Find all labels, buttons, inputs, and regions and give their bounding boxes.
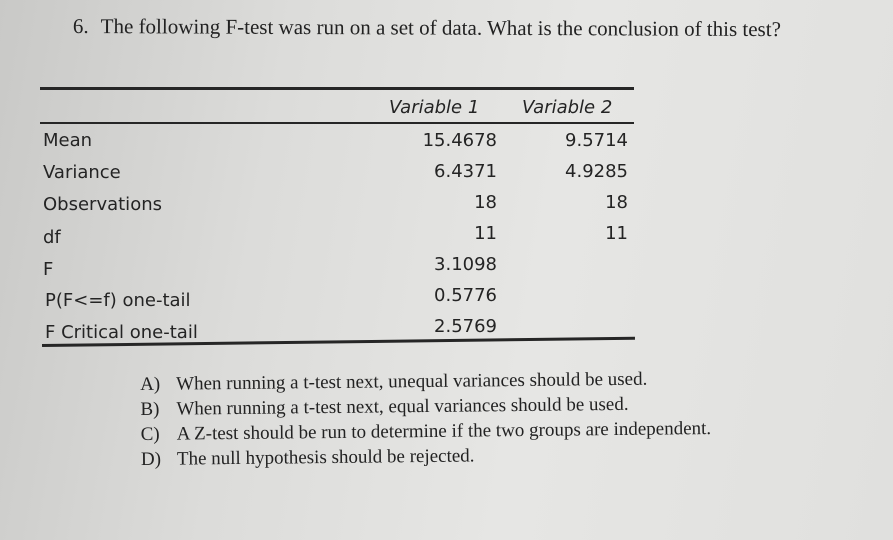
choice-d-letter: D) [140, 448, 162, 470]
variance-variable-2: 4.9285 [565, 161, 628, 182]
row-label-p-one-tail: P(F<=f) one-tail [45, 290, 191, 311]
table-header-rule [40, 122, 634, 124]
question-prompt [73, 14, 781, 42]
choice-c-letter: C) [140, 423, 160, 445]
df-variable-2: 11 [605, 223, 628, 244]
row-label-variance: Variance [43, 162, 121, 183]
row-label-mean: Mean [43, 130, 93, 151]
choice-a-letter: A) [140, 373, 161, 395]
table-top-rule [40, 87, 634, 90]
f-critical-variable-1: 2.5769 [434, 316, 497, 337]
mean-variable-2: 9.5714 [565, 130, 628, 151]
choice-a-text: When running a t-test next, unequal variances should be used. [176, 368, 648, 395]
choice-b-letter: B) [140, 398, 160, 420]
observations-variable-1: 18 [474, 192, 497, 213]
question-text: The following F-test was run on a set of data. What is the conclusion of this test? [100, 14, 781, 42]
df-variable-1: 11 [474, 223, 497, 244]
choice-c-text: A Z-test should be run to determine if the two groups are independent. [176, 418, 712, 445]
question-number: 6. [72, 14, 89, 39]
choice-d [141, 441, 712, 472]
row-label-observations: Observations [43, 194, 162, 215]
row-label-df: df [43, 227, 61, 248]
variance-variable-1: 6.4371 [434, 161, 497, 182]
choice-d-text: The null hypothesis should be rejected. [176, 445, 475, 470]
row-label-f: F [43, 259, 54, 280]
header-variable-1: Variable 1 [389, 97, 480, 118]
answer-choices [140, 366, 712, 472]
observations-variable-2: 18 [605, 192, 628, 213]
header-variable-2: Variable 2 [522, 97, 613, 118]
f-variable-1: 3.1098 [434, 254, 497, 275]
choice-b-text: When running a t-test next, equal variances should be used. [176, 393, 629, 420]
p-one-tail-variable-1: 0.5776 [434, 285, 497, 306]
row-label-f-critical: F Critical one-tail [45, 322, 198, 343]
mean-variable-1: 15.4678 [422, 130, 497, 151]
